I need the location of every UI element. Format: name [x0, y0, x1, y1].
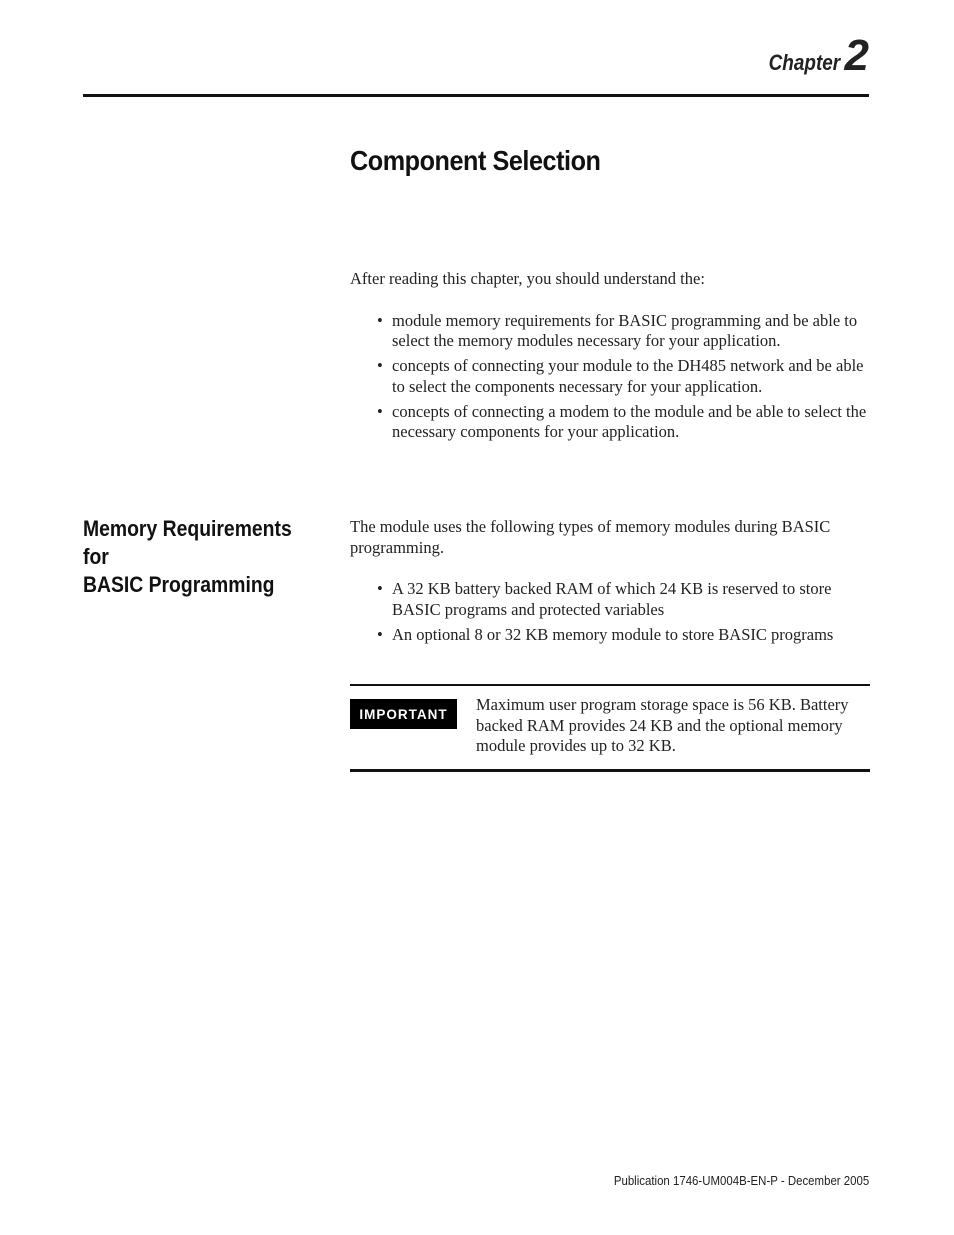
chapter-label: Chapter: [769, 50, 841, 75]
section-heading: [83, 515, 312, 599]
page-title: Component Selection: [350, 145, 601, 176]
chapter-header: [757, 31, 869, 80]
intro-bullet: • concepts of connecting a modem to the module and be able to select the necessary components for your application.: [350, 402, 870, 443]
memory-section: [350, 517, 870, 650]
publication-footer: Publication 1746-UM004B-EN-P - December 2005: [613, 1173, 869, 1188]
intro-section: [350, 269, 870, 447]
important-note: [350, 684, 870, 772]
intro-bullet-list: [350, 311, 870, 443]
chapter-number: 2: [844, 31, 869, 80]
section-heading-line1: Memory Requirements for: [83, 516, 292, 569]
intro-lead: After reading this chapter, you should understand the:: [350, 269, 705, 288]
memory-bullet: • A 32 KB battery backed RAM of which 24 KB is reserved to store BASIC programs and protected variables: [350, 579, 870, 620]
memory-bullet: • An optional 8 or 32 KB memory module to store BASIC programs: [350, 625, 870, 646]
intro-bullet: • concepts of connecting your module to the DH485 network and be able to select the components necessary for your application.: [350, 356, 870, 397]
important-badge: IMPORTANT: [350, 699, 457, 729]
memory-lead: The module uses the following types of memory modules during BASIC programming.: [350, 517, 831, 557]
memory-bullet-list: [350, 579, 870, 645]
intro-bullet: • module memory requirements for BASIC programming and be able to select the memory modules necessary for your application.: [350, 311, 870, 352]
header-rule: [83, 94, 869, 97]
important-text: Maximum user program storage space is 56 KB. Battery backed RAM provides 24 KB and the optional memory module provides up to 32 KB.: [476, 695, 849, 755]
section-heading-line2: BASIC Programming: [83, 572, 275, 597]
